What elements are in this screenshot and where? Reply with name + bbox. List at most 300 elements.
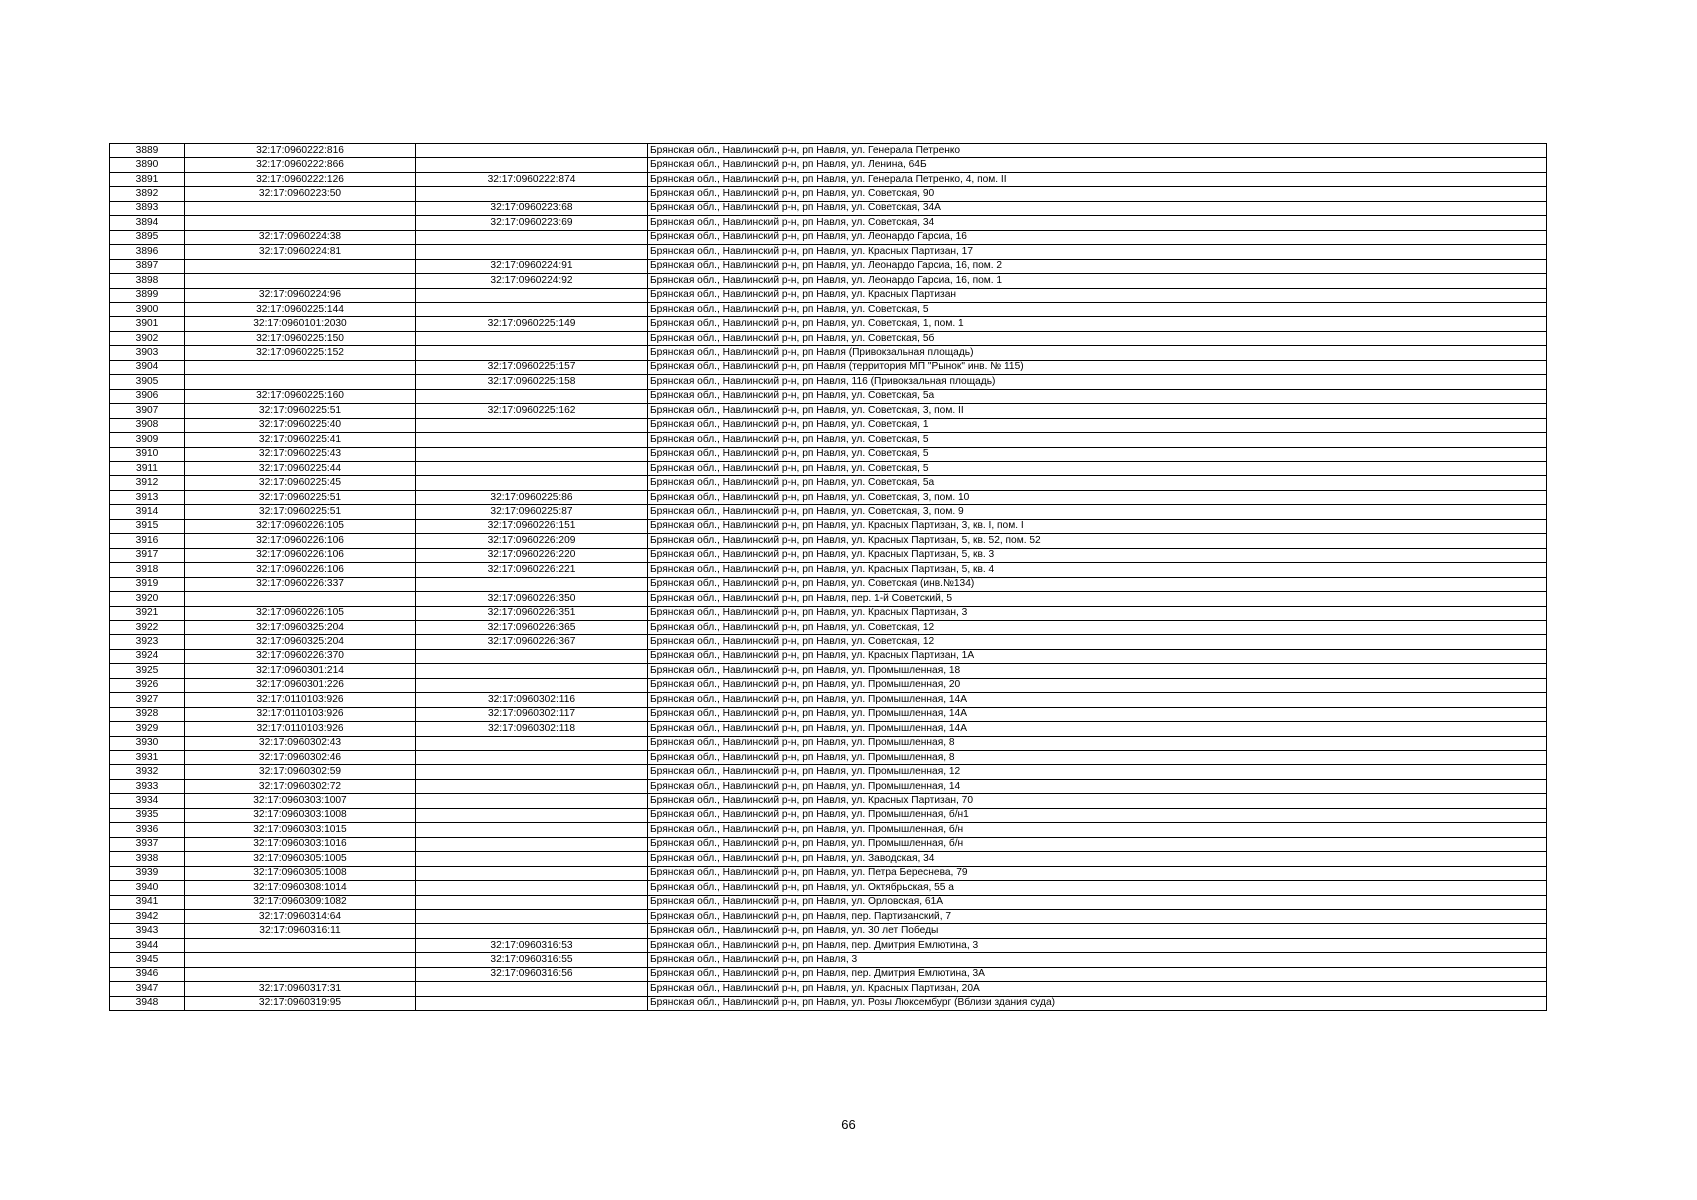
linked-cadastral-number-cell: 32:17:0960225:157	[416, 360, 648, 374]
row-number-cell: 3912	[110, 476, 185, 490]
row-number-cell: 3935	[110, 808, 185, 822]
address-cell: Брянская обл., Навлинский р-н, рп Навля, ул. Советская, 90	[648, 187, 1547, 201]
table-row	[110, 360, 1547, 374]
cadastral-number-cell: 32:17:0960224:38	[185, 230, 416, 244]
table-row	[110, 144, 1547, 158]
table-row	[110, 837, 1547, 851]
address-cell: Брянская обл., Навлинский р-н, рп Навля, ул. Советская, 34А	[648, 201, 1547, 215]
cadastral-number-cell: 32:17:0960309:1082	[185, 895, 416, 909]
cadastral-number-cell	[185, 967, 416, 981]
row-number-cell: 3948	[110, 996, 185, 1010]
cadastral-number-cell: 32:17:0960302:46	[185, 751, 416, 765]
address-cell: Брянская обл., Навлинский р-н, рп Навля, ул. Промышленная, б/н1	[648, 808, 1547, 822]
linked-cadastral-number-cell: 32:17:0960226:209	[416, 534, 648, 548]
address-cell: Брянская обл., Навлинский р-н, рп Навля, ул. Розы Люксембург (Вблизи здания суда)	[648, 996, 1547, 1010]
row-number-cell: 3927	[110, 693, 185, 707]
cadastral-number-cell: 32:17:0960226:105	[185, 606, 416, 620]
cadastral-number-cell: 32:17:0960303:1015	[185, 823, 416, 837]
address-cell: Брянская обл., Навлинский р-н, рп Навля, ул. Советская, 5а	[648, 476, 1547, 490]
row-number-cell: 3891	[110, 172, 185, 186]
row-number-cell: 3929	[110, 722, 185, 736]
row-number-cell: 3915	[110, 519, 185, 533]
table-row	[110, 490, 1547, 504]
linked-cadastral-number-cell	[416, 302, 648, 316]
address-cell: Брянская обл., Навлинский р-н, рп Навля, пер. 1-й Советский, 5	[648, 592, 1547, 606]
table-row	[110, 751, 1547, 765]
table-row	[110, 563, 1547, 577]
address-cell: Брянская обл., Навлинский р-н, рп Навля, ул. Советская, 5	[648, 302, 1547, 316]
cadastral-number-cell: 32:17:0960225:160	[185, 389, 416, 403]
table-row	[110, 461, 1547, 475]
table-row	[110, 852, 1547, 866]
linked-cadastral-number-cell: 32:17:0960302:117	[416, 707, 648, 721]
table-row	[110, 881, 1547, 895]
row-number-cell: 3932	[110, 765, 185, 779]
table-row	[110, 158, 1547, 172]
table-row	[110, 866, 1547, 880]
address-cell: Брянская обл., Навлинский р-н, рп Навля, ул. Красных Партизан, 20А	[648, 982, 1547, 996]
row-number-cell: 3895	[110, 230, 185, 244]
address-cell: Брянская обл., Навлинский р-н, рп Навля, ул. Советская, 5б	[648, 331, 1547, 345]
row-number-cell: 3892	[110, 187, 185, 201]
cadastral-number-cell	[185, 360, 416, 374]
row-number-cell: 3917	[110, 548, 185, 562]
cadastral-number-cell	[185, 953, 416, 967]
cadastral-number-cell: 32:17:0960325:204	[185, 620, 416, 634]
address-cell: Брянская обл., Навлинский р-н, рп Навля, ул. Промышленная, 12	[648, 765, 1547, 779]
linked-cadastral-number-cell: 32:17:0960226:221	[416, 563, 648, 577]
row-number-cell: 3926	[110, 678, 185, 692]
linked-cadastral-number-cell: 32:17:0960316:56	[416, 967, 648, 981]
cadastral-number-cell: 32:17:0960308:1014	[185, 881, 416, 895]
linked-cadastral-number-cell	[416, 187, 648, 201]
row-number-cell: 3934	[110, 794, 185, 808]
address-cell: Брянская обл., Навлинский р-н, рп Навля, ул. Леонардо Гарсиа, 16	[648, 230, 1547, 244]
cadastral-number-cell: 32:17:0960305:1005	[185, 852, 416, 866]
row-number-cell: 3893	[110, 201, 185, 215]
row-number-cell: 3902	[110, 331, 185, 345]
linked-cadastral-number-cell	[416, 982, 648, 996]
row-number-cell: 3928	[110, 707, 185, 721]
row-number-cell: 3890	[110, 158, 185, 172]
linked-cadastral-number-cell	[416, 881, 648, 895]
row-number-cell: 3920	[110, 592, 185, 606]
cadastral-number-cell: 32:17:0960226:105	[185, 519, 416, 533]
table-row	[110, 534, 1547, 548]
row-number-cell: 3939	[110, 866, 185, 880]
address-cell: Брянская обл., Навлинский р-н, рп Навля, ул. Промышленная, 14А	[648, 707, 1547, 721]
row-number-cell: 3916	[110, 534, 185, 548]
table-row	[110, 693, 1547, 707]
table-row	[110, 779, 1547, 793]
row-number-cell: 3931	[110, 751, 185, 765]
cadastral-number-cell: 32:17:0960325:204	[185, 635, 416, 649]
row-number-cell: 3924	[110, 649, 185, 663]
address-cell: Брянская обл., Навлинский р-н, рп Навля, ул. Советская, 3, пом. II	[648, 404, 1547, 418]
cadastral-number-cell: 32:17:0960224:81	[185, 245, 416, 259]
linked-cadastral-number-cell	[416, 447, 648, 461]
linked-cadastral-number-cell	[416, 346, 648, 360]
linked-cadastral-number-cell	[416, 288, 648, 302]
address-cell: Брянская обл., Навлинский р-н, рп Навля, ул. Красных Партизан, 5, кв. 52, пом. 52	[648, 534, 1547, 548]
linked-cadastral-number-cell	[416, 331, 648, 345]
cadastral-number-cell	[185, 592, 416, 606]
linked-cadastral-number-cell	[416, 751, 648, 765]
linked-cadastral-number-cell	[416, 924, 648, 938]
linked-cadastral-number-cell	[416, 461, 648, 475]
table-row	[110, 938, 1547, 952]
linked-cadastral-number-cell	[416, 823, 648, 837]
cadastral-number-cell: 32:17:0960314:64	[185, 910, 416, 924]
linked-cadastral-number-cell	[416, 389, 648, 403]
cadastral-number-cell: 32:17:0960226:106	[185, 548, 416, 562]
cadastral-number-cell: 32:17:0960225:45	[185, 476, 416, 490]
cadastral-number-cell: 32:17:0110103:926	[185, 707, 416, 721]
address-cell: Брянская обл., Навлинский р-н, рп Навля, ул. Промышленная, 14А	[648, 693, 1547, 707]
table-body	[110, 144, 1547, 1011]
address-cell: Брянская обл., Навлинский р-н, рп Навля, ул. Промышленная, 14	[648, 779, 1547, 793]
cadastral-number-cell	[185, 938, 416, 952]
cadastral-number-cell: 32:17:0960224:96	[185, 288, 416, 302]
linked-cadastral-number-cell	[416, 779, 648, 793]
address-cell: Брянская обл., Навлинский р-н, рп Навля, ул. Советская, 5а	[648, 389, 1547, 403]
address-cell: Брянская обл., Навлинский р-н, рп Навля, 116 (Привокзальная площадь)	[648, 375, 1547, 389]
cadastral-number-cell: 32:17:0960101:2030	[185, 317, 416, 331]
table-row	[110, 288, 1547, 302]
address-cell: Брянская обл., Навлинский р-н, рп Навля, ул. Советская (инв.№134)	[648, 577, 1547, 591]
cadastral-number-cell	[185, 274, 416, 288]
address-cell: Брянская обл., Навлинский р-н, рп Навля, пер. Дмитрия Емлютина, 3	[648, 938, 1547, 952]
address-cell: Брянская обл., Навлинский р-н, рп Навля, ул. Красных Партизан	[648, 288, 1547, 302]
table-row	[110, 346, 1547, 360]
cadastral-number-cell: 32:17:0960225:51	[185, 505, 416, 519]
table-row	[110, 649, 1547, 663]
linked-cadastral-number-cell	[416, 649, 648, 663]
table-row	[110, 476, 1547, 490]
address-cell: Брянская обл., Навлинский р-н, рп Навля, ул. Промышленная, б/н	[648, 837, 1547, 851]
address-cell: Брянская обл., Навлинский р-н, рп Навля, ул. Ленина, 64Б	[648, 158, 1547, 172]
address-cell: Брянская обл., Навлинский р-н, рп Навля, ул. Красных Партизан, 5, кв. 3	[648, 548, 1547, 562]
table-row	[110, 808, 1547, 822]
cadastral-number-cell: 32:17:0960226:106	[185, 563, 416, 577]
address-cell: Брянская обл., Навлинский р-н, рп Навля, ул. Красных Партизан, 1А	[648, 649, 1547, 663]
table-row	[110, 982, 1547, 996]
linked-cadastral-number-cell: 32:17:0960223:68	[416, 201, 648, 215]
cadastral-number-cell	[185, 216, 416, 230]
row-number-cell: 3919	[110, 577, 185, 591]
table-row	[110, 895, 1547, 909]
address-cell: Брянская обл., Навлинский р-н, рп Навля, ул. Промышленная, 14А	[648, 722, 1547, 736]
linked-cadastral-number-cell: 32:17:0960222:874	[416, 172, 648, 186]
table-row	[110, 548, 1547, 562]
row-number-cell: 3905	[110, 375, 185, 389]
row-number-cell: 3904	[110, 360, 185, 374]
table-row	[110, 201, 1547, 215]
address-cell: Брянская обл., Навлинский р-н, рп Навля, пер. Партизанский, 7	[648, 910, 1547, 924]
address-cell: Брянская обл., Навлинский р-н, рп Навля, ул. Красных Партизан, 70	[648, 794, 1547, 808]
data-table	[109, 143, 1547, 1011]
address-cell: Брянская обл., Навлинский р-н, рп Навля, ул. Промышленная, 20	[648, 678, 1547, 692]
row-number-cell: 3910	[110, 447, 185, 461]
linked-cadastral-number-cell: 32:17:0960226:367	[416, 635, 648, 649]
row-number-cell: 3943	[110, 924, 185, 938]
table-row	[110, 967, 1547, 981]
table-row	[110, 592, 1547, 606]
page-number: 66	[841, 1117, 856, 1132]
row-number-cell: 3911	[110, 461, 185, 475]
cadastral-number-cell: 32:17:0960303:1016	[185, 837, 416, 851]
cadastral-number-cell: 32:17:0960303:1008	[185, 808, 416, 822]
address-cell: Брянская обл., Навлинский р-н, рп Навля, ул. Советская, 1	[648, 418, 1547, 432]
cadastral-number-cell: 32:17:0960226:106	[185, 534, 416, 548]
table-row	[110, 635, 1547, 649]
linked-cadastral-number-cell: 32:17:0960302:116	[416, 693, 648, 707]
row-number-cell: 3906	[110, 389, 185, 403]
row-number-cell: 3930	[110, 736, 185, 750]
table-row	[110, 996, 1547, 1010]
table-row	[110, 331, 1547, 345]
row-number-cell: 3925	[110, 664, 185, 678]
linked-cadastral-number-cell: 32:17:0960224:92	[416, 274, 648, 288]
row-number-cell: 3942	[110, 910, 185, 924]
linked-cadastral-number-cell: 32:17:0960316:53	[416, 938, 648, 952]
table-row	[110, 910, 1547, 924]
row-number-cell: 3947	[110, 982, 185, 996]
table-row	[110, 519, 1547, 533]
table-row	[110, 765, 1547, 779]
row-number-cell: 3901	[110, 317, 185, 331]
table-row	[110, 375, 1547, 389]
linked-cadastral-number-cell: 32:17:0960225:149	[416, 317, 648, 331]
address-cell: Брянская обл., Навлинский р-н, рп Навля, ул. Советская, 1, пом. 1	[648, 317, 1547, 331]
cadastral-number-cell: 32:17:0960222:866	[185, 158, 416, 172]
address-cell: Брянская обл., Навлинский р-н, рп Навля, ул. Советская, 5	[648, 433, 1547, 447]
table-row	[110, 823, 1547, 837]
cadastral-number-cell: 32:17:0960301:226	[185, 678, 416, 692]
cadastral-number-cell	[185, 259, 416, 273]
table-row	[110, 678, 1547, 692]
row-number-cell: 3938	[110, 852, 185, 866]
cadastral-number-cell: 32:17:0960225:41	[185, 433, 416, 447]
linked-cadastral-number-cell	[416, 808, 648, 822]
row-number-cell: 3921	[110, 606, 185, 620]
linked-cadastral-number-cell	[416, 910, 648, 924]
table-row	[110, 664, 1547, 678]
linked-cadastral-number-cell: 32:17:0960302:118	[416, 722, 648, 736]
address-cell: Брянская обл., Навлинский р-н, рп Навля, ул. Леонардо Гарсиа, 16, пом. 2	[648, 259, 1547, 273]
address-cell: Брянская обл., Навлинский р-н, рп Навля (территория МП "Рынок" инв. № 115)	[648, 360, 1547, 374]
cadastral-number-cell	[185, 201, 416, 215]
table-row	[110, 389, 1547, 403]
address-cell: Брянская обл., Навлинский р-н, рп Навля, ул. Красных Партизан, 3	[648, 606, 1547, 620]
cadastral-number-cell: 32:17:0960225:150	[185, 331, 416, 345]
address-cell: Брянская обл., Навлинский р-н, рп Навля, ул. 30 лет Победы	[648, 924, 1547, 938]
cadastral-number-cell: 32:17:0960319:95	[185, 996, 416, 1010]
table-row	[110, 794, 1547, 808]
row-number-cell: 3898	[110, 274, 185, 288]
table-row	[110, 274, 1547, 288]
table-row	[110, 259, 1547, 273]
address-cell: Брянская обл., Навлинский р-н, рп Навля, ул. Промышленная, б/н	[648, 823, 1547, 837]
table-row	[110, 722, 1547, 736]
cadastral-number-cell: 32:17:0960317:31	[185, 982, 416, 996]
cadastral-number-cell: 32:17:0960302:43	[185, 736, 416, 750]
address-cell: Брянская обл., Навлинский р-н, рп Навля, пер. Дмитрия Емлютина, 3А	[648, 967, 1547, 981]
row-number-cell: 3946	[110, 967, 185, 981]
table-row	[110, 620, 1547, 634]
linked-cadastral-number-cell: 32:17:0960223:69	[416, 216, 648, 230]
table-row	[110, 418, 1547, 432]
cadastral-number-cell: 32:17:0960225:51	[185, 490, 416, 504]
address-cell: Брянская обл., Навлинский р-н, рп Навля, ул. Орловская, 61А	[648, 895, 1547, 909]
linked-cadastral-number-cell: 32:17:0960225:158	[416, 375, 648, 389]
address-cell: Брянская обл., Навлинский р-н, рп Навля, ул. Советская, 12	[648, 635, 1547, 649]
cadastral-number-cell: 32:17:0960225:51	[185, 404, 416, 418]
row-number-cell: 3941	[110, 895, 185, 909]
cadastral-number-cell: 32:17:0960302:72	[185, 779, 416, 793]
table-row	[110, 245, 1547, 259]
row-number-cell: 3897	[110, 259, 185, 273]
address-cell: Брянская обл., Навлинский р-н, рп Навля, ул. Советская, 5	[648, 447, 1547, 461]
address-cell: Брянская обл., Навлинский р-н, рп Навля, ул. Заводская, 34	[648, 852, 1547, 866]
row-number-cell: 3896	[110, 245, 185, 259]
linked-cadastral-number-cell	[416, 996, 648, 1010]
cadastral-number-cell: 32:17:0960225:144	[185, 302, 416, 316]
linked-cadastral-number-cell: 32:17:0960224:91	[416, 259, 648, 273]
linked-cadastral-number-cell: 32:17:0960226:350	[416, 592, 648, 606]
linked-cadastral-number-cell	[416, 736, 648, 750]
table-row	[110, 577, 1547, 591]
address-cell: Брянская обл., Навлинский р-н, рп Навля, ул. Леонардо Гарсиа, 16, пом. 1	[648, 274, 1547, 288]
linked-cadastral-number-cell	[416, 158, 648, 172]
table-row	[110, 953, 1547, 967]
row-number-cell: 3909	[110, 433, 185, 447]
cadastral-number-cell: 32:17:0960302:59	[185, 765, 416, 779]
table-row	[110, 317, 1547, 331]
address-cell: Брянская обл., Навлинский р-н, рп Навля, ул. Красных Партизан, 3, кв. I, пом. I	[648, 519, 1547, 533]
address-cell: Брянская обл., Навлинский р-н, рп Навля, ул. Советская, 12	[648, 620, 1547, 634]
row-number-cell: 3923	[110, 635, 185, 649]
cadastral-number-cell: 32:17:0110103:926	[185, 693, 416, 707]
table-row	[110, 447, 1547, 461]
linked-cadastral-number-cell	[416, 852, 648, 866]
linked-cadastral-number-cell: 32:17:0960225:87	[416, 505, 648, 519]
row-number-cell: 3933	[110, 779, 185, 793]
table-row	[110, 172, 1547, 186]
address-cell: Брянская обл., Навлинский р-н, рп Навля, ул. Октябрьская, 55 а	[648, 881, 1547, 895]
cadastral-number-cell: 32:17:0960301:214	[185, 664, 416, 678]
row-number-cell: 3908	[110, 418, 185, 432]
row-number-cell: 3903	[110, 346, 185, 360]
table-row	[110, 404, 1547, 418]
row-number-cell: 3936	[110, 823, 185, 837]
row-number-cell: 3900	[110, 302, 185, 316]
row-number-cell: 3899	[110, 288, 185, 302]
linked-cadastral-number-cell: 32:17:0960225:86	[416, 490, 648, 504]
row-number-cell: 3914	[110, 505, 185, 519]
table-row	[110, 505, 1547, 519]
linked-cadastral-number-cell	[416, 866, 648, 880]
address-cell: Брянская обл., Навлинский р-н, рп Навля, ул. Петра Береснева, 79	[648, 866, 1547, 880]
row-number-cell: 3889	[110, 144, 185, 158]
linked-cadastral-number-cell	[416, 895, 648, 909]
cadastral-number-cell: 32:17:0960226:337	[185, 577, 416, 591]
cadastral-number-cell: 32:17:0960303:1007	[185, 794, 416, 808]
address-cell: Брянская обл., Навлинский р-н, рп Навля, ул. Промышленная, 8	[648, 751, 1547, 765]
linked-cadastral-number-cell	[416, 678, 648, 692]
table-row	[110, 707, 1547, 721]
address-cell: Брянская обл., Навлинский р-н, рп Навля, 3	[648, 953, 1547, 967]
table-row	[110, 187, 1547, 201]
cadastral-number-cell: 32:17:0960222:126	[185, 172, 416, 186]
table-row	[110, 736, 1547, 750]
row-number-cell: 3937	[110, 837, 185, 851]
address-cell: Брянская обл., Навлинский р-н, рп Навля, ул. Генерала Петренко	[648, 144, 1547, 158]
linked-cadastral-number-cell	[416, 230, 648, 244]
address-cell: Брянская обл., Навлинский р-н, рп Навля, ул. Советская, 3, пом. 9	[648, 505, 1547, 519]
address-cell: Брянская обл., Навлинский р-н, рп Навля, ул. Советская, 3, пом. 10	[648, 490, 1547, 504]
cadastral-number-cell: 32:17:0960305:1008	[185, 866, 416, 880]
address-cell: Брянская обл., Навлинский р-н, рп Навля, ул. Промышленная, 8	[648, 736, 1547, 750]
address-cell: Брянская обл., Навлинский р-н, рп Навля (Привокзальная площадь)	[648, 346, 1547, 360]
address-cell: Брянская обл., Навлинский р-н, рп Навля, ул. Генерала Петренко, 4, пом. II	[648, 172, 1547, 186]
linked-cadastral-number-cell	[416, 144, 648, 158]
linked-cadastral-number-cell: 32:17:0960226:365	[416, 620, 648, 634]
linked-cadastral-number-cell	[416, 245, 648, 259]
cadastral-number-cell: 32:17:0110103:926	[185, 722, 416, 736]
linked-cadastral-number-cell	[416, 577, 648, 591]
table-row	[110, 924, 1547, 938]
linked-cadastral-number-cell: 32:17:0960226:351	[416, 606, 648, 620]
linked-cadastral-number-cell	[416, 476, 648, 490]
table-row	[110, 433, 1547, 447]
table-row	[110, 230, 1547, 244]
linked-cadastral-number-cell: 32:17:0960225:162	[416, 404, 648, 418]
address-cell: Брянская обл., Навлинский р-н, рп Навля, ул. Советская, 34	[648, 216, 1547, 230]
table-row	[110, 216, 1547, 230]
address-cell: Брянская обл., Навлинский р-н, рп Навля, ул. Советская, 5	[648, 461, 1547, 475]
address-cell: Брянская обл., Навлинский р-н, рп Навля, ул. Промышленная, 18	[648, 664, 1547, 678]
row-number-cell: 3922	[110, 620, 185, 634]
cadastral-number-cell: 32:17:0960223:50	[185, 187, 416, 201]
address-cell: Брянская обл., Навлинский р-н, рп Навля, ул. Красных Партизан, 5, кв. 4	[648, 563, 1547, 577]
cadastral-number-cell: 32:17:0960226:370	[185, 649, 416, 663]
row-number-cell: 3945	[110, 953, 185, 967]
row-number-cell: 3918	[110, 563, 185, 577]
row-number-cell: 3907	[110, 404, 185, 418]
cadastral-number-cell: 32:17:0960225:152	[185, 346, 416, 360]
linked-cadastral-number-cell	[416, 794, 648, 808]
table-row	[110, 606, 1547, 620]
row-number-cell: 3913	[110, 490, 185, 504]
cadastral-number-cell: 32:17:0960225:43	[185, 447, 416, 461]
linked-cadastral-number-cell	[416, 765, 648, 779]
table-row	[110, 302, 1547, 316]
linked-cadastral-number-cell	[416, 837, 648, 851]
cadastral-number-cell: 32:17:0960222:816	[185, 144, 416, 158]
cadastral-number-cell	[185, 375, 416, 389]
cadastral-number-cell: 32:17:0960316:11	[185, 924, 416, 938]
cadastral-number-cell: 32:17:0960225:40	[185, 418, 416, 432]
row-number-cell: 3940	[110, 881, 185, 895]
linked-cadastral-number-cell: 32:17:0960316:55	[416, 953, 648, 967]
linked-cadastral-number-cell: 32:17:0960226:151	[416, 519, 648, 533]
linked-cadastral-number-cell	[416, 664, 648, 678]
linked-cadastral-number-cell	[416, 433, 648, 447]
row-number-cell: 3944	[110, 938, 185, 952]
row-number-cell: 3894	[110, 216, 185, 230]
linked-cadastral-number-cell	[416, 418, 648, 432]
